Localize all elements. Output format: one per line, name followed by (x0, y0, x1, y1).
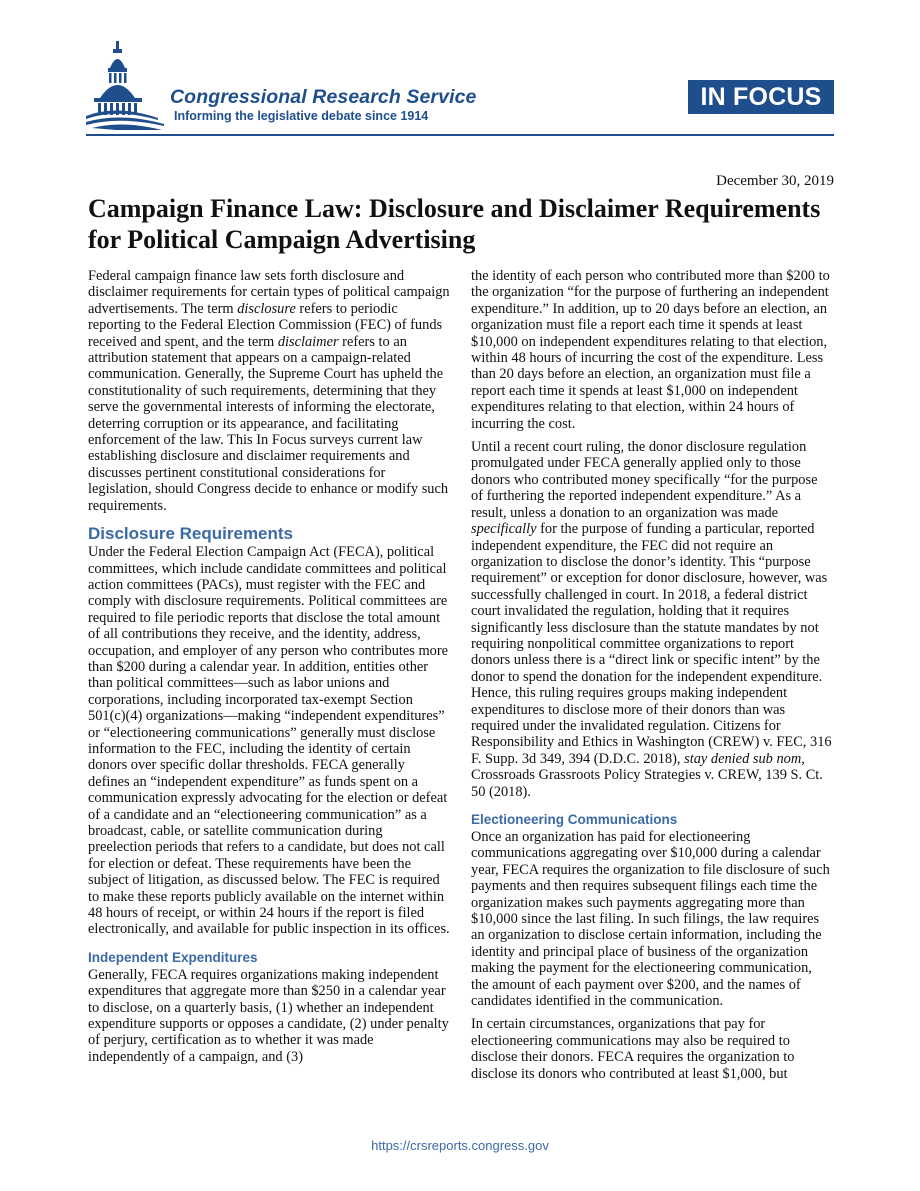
independent-expenditures-continued: the identity of each person who contributed more than $200 to the organization “for the purpose of furthering an independent expenditure.” In addition, up to 20 days before an election, an organization must file a report each time it spends at least $10,000 on independent expenditures relating to that election, within 48 hours of incurring the cost of the expenditure. Less than 20 days before an election, an organization must file a report each time it spends at least $1,000 on independent expenditures relating to that election, within 24 hours of incurring the cost. (471, 268, 830, 432)
disclosure-paragraph: Under the Federal Election Campaign Act (FECA), political committees, which include candidate committees and political action committees (PACs), must register with the FEC and comply with disclosure requirements. Political committees are required to file periodic reports that disclose the total amount of all contributions they receive, and the identity, address, occupation, and employer of any person who contributes more than $200 during a calendar year. In addition, entities other than political committees—such as labor unions and corporations, including incorporated tax-exempt Section 501(c)(4) organizations—making “independent expenditures” or “electioneering communications” generally must disclose information to the FEC, including the identity of certain donors over specific dollar thresholds. FECA generally defines an “independent expenditure” as funds spent on a communication expressly advocating for the election or defeat of a candidate and an “electioneering communication” as a broadcast, cable, or satellite communication during preelection periods that refers to a candidate, but does not call for election or defeat. These requirements have been the subject of litigation, as discussed below. The FEC is required to make these reports publicly available on the internet within 48 hours of receipt, or within 24 hours if the report is filed electronically, and available for public inspection in its offices. (88, 544, 450, 938)
org-name: Congressional Research Service (170, 86, 477, 108)
term-disclaimer: disclaimer (277, 333, 339, 350)
heading-independent-expenditures: Independent Expenditures (88, 949, 258, 965)
header-divider (86, 134, 834, 136)
footer-url-link[interactable]: https://crsreports.congress.gov (371, 1138, 549, 1153)
court-ruling-paragraph (471, 439, 833, 800)
donor-disclosure-paragraph: In certain circumstances, organizations that pay for electioneering communications may also be required to disclose their donors. FECA requires the organization to disclose its donors who contributed at least $1,000, but (471, 1016, 795, 1082)
report-header (86, 38, 834, 138)
report-title: Campaign Finance Law: Disclosure and Disclaimer Requirements for Political Campaign Advertising (88, 194, 821, 254)
left-column (88, 268, 450, 1065)
independent-expenditures-paragraph: Generally, FECA requires organizations making independent expenditures that aggregate more than $250 in a calendar year to disclose, on a quarterly basis, (1) whether an independent expenditure supports or opposes a candidate, (2) under penalty of perjury, certification as to whether it was made independently of a campaign, and (3) (88, 966, 449, 1065)
intro-text: Federal campaign finance law sets forth disclosure and disclaimer requirements for certain types of political campaign advertisements. The term (88, 268, 450, 317)
ruling-text: Until a recent court ruling, the donor disclosure regulation promulgated under FECA generally applied only to those donors who contributed money specifically “for the purpose of furthering the reported independent expenditure.” As a result, unless a donation to an organization was made (471, 439, 818, 521)
capitol-dome-icon (86, 38, 176, 130)
ruling-text: for the purpose of funding a particular, reported independent expenditure, the FEC did not require an organization to disclose the donor’s identity. This “purpose requirement” or exception for donor disclosure, however, was successfully challenged in court. In 2018, a federal district court invalidated the regulation, holding that it requires significantly less disclosure than the statute mandates by not requiring nonpolitical committee organizations to report donors unless there is a “direct link or specific intent” by the donor to spend the donation for the independent expenditure. Hence, this ruling requires groups making independent expenditures to disclose more of their donors than was required under the invalidated regulation. Citizens for Responsibility and Ethics in Washington (CREW) v. FEC, 316 F. Supp. 3d 349, 394 (D.D.C. 2018), (471, 521, 832, 767)
term-specifically: specifically (471, 521, 537, 538)
intro-text: refers to an attribution statement that appears on a campaign-related communication. Generally, the Supreme Court has upheld the constitutionality of such requirements, determining that they serve the governmental interests of informing the electorate, deterring corruption or its appearance, and facilitating enforcement of the law. This In Focus surveys current law establishing disclosure and disclaimer requirements and discusses pertinent constitutional considerations for legislation, should Congress decide to enhance or modify such requirements. (88, 333, 449, 514)
term-disclosure: disclosure (237, 300, 296, 317)
electioneering-paragraph: Once an organization has paid for electioneering communications aggregating over $10,000 during a calendar year, FECA requires the organization to file disclosure of such payments and then requires subsequent filings each time the organization makes such payments aggregating more than $10,000 since the last filing. In such filings, the law requires an organization to disclose certain information, including the identity and principal place of business of the organization making the payment for the electioneering communication, the amount of each payment over $200, and the names of candidates identified in the communication. (471, 829, 830, 1010)
heading-disclosure-requirements: Disclosure Requirements (88, 524, 294, 544)
right-column (471, 268, 833, 1082)
intro-paragraph (88, 268, 450, 514)
ruling-text: , Crossroads Grassroots Policy Strategies v. CREW, 139 S. Ct. 50 (2018). (471, 750, 823, 800)
heading-electioneering-communications: Electioneering Communications (471, 812, 678, 827)
in-focus-badge: IN FOCUS (688, 80, 834, 114)
org-tagline: Informing the legislative debate since 1914 (174, 109, 429, 123)
term-stay-denied: stay denied sub nom (684, 750, 802, 767)
intro-text: refers to periodic reporting to the Federal Election Commission (FEC) of funds received and spent, and the term (88, 300, 443, 350)
report-date: December 30, 2019 (716, 173, 834, 189)
